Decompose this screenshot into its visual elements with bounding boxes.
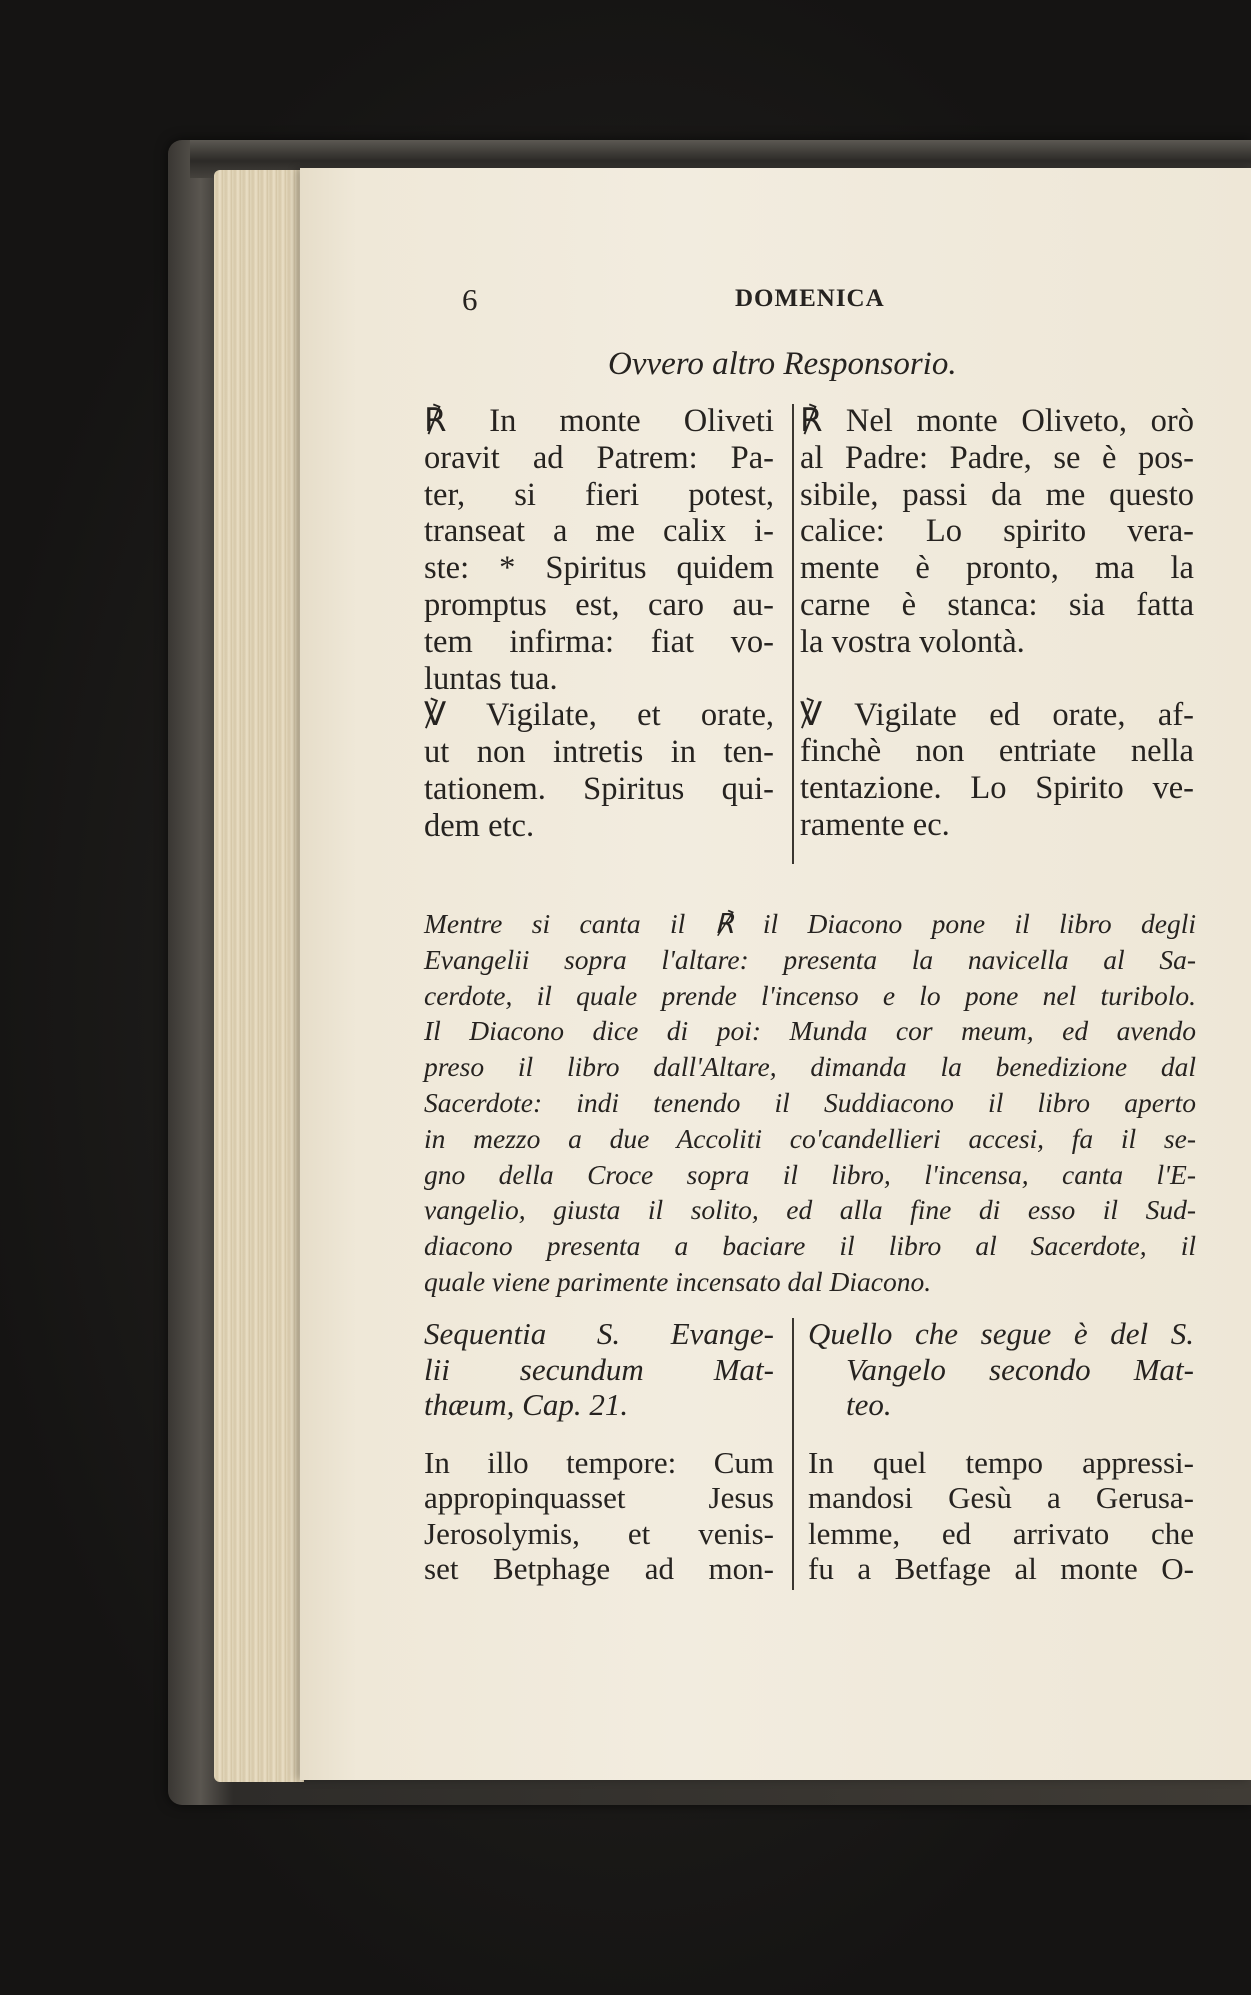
page-edges (214, 170, 304, 1782)
text-line: In quel tempo appressi- (808, 1444, 1194, 1480)
text-line: carne è stanca: sia fatta (800, 586, 1194, 623)
text-line: al Padre: Padre, se è pos- (800, 439, 1194, 476)
column-divider (792, 1318, 794, 1590)
text-line: sibile, passi da me questo (800, 476, 1194, 513)
italian-responsory (800, 403, 1194, 844)
text-line: dem etc. (424, 807, 535, 844)
gospel-title-line: teo. (846, 1387, 892, 1422)
text-line: ut non intretis in ten- (424, 734, 774, 771)
text-line: ramente ec. (800, 806, 950, 843)
text-line: fu a Betfage al monte O- (808, 1551, 1194, 1586)
text-line: ℟ Nel monte Oliveto, orò (800, 403, 1194, 439)
text-line: set Betphage ad mon- (424, 1551, 774, 1586)
gospel-title-line: Sequentia S. Evange- (424, 1316, 774, 1351)
text-line: tationem. Spiritus qui- (424, 770, 774, 807)
running-head: DOMENICA (735, 285, 885, 312)
text-line: ℣ Vigilate, et orate, (424, 697, 774, 734)
rubric-line: Il Diacono dice di poi: Munda cor meum, ed avendo (424, 1015, 1196, 1047)
page-number: 6 (462, 282, 478, 317)
text-line: In illo tempore: Cum (424, 1444, 774, 1480)
text-line: calice: Lo spirito vera- (800, 513, 1194, 550)
text-line: tem infirma: fiat vo- (424, 623, 774, 660)
text-line: Jerosolymis, et venis- (424, 1515, 774, 1551)
text-line: mandosi Gesù a Gerusa- (808, 1480, 1194, 1515)
text-line: transeat a me calix i- (424, 513, 774, 550)
rubric-line: preso il libro dall'Altare, dimanda la benedizione dal (424, 1051, 1196, 1083)
rubric-line: diacono presenta a baciare il libro al Sacerdote, il (424, 1230, 1196, 1262)
rubric-line: Mentre si canta il ℟ il Diacono pone il libro degli (424, 908, 1196, 939)
text-line: ℟ In monte Oliveti (424, 403, 774, 439)
rubric-line: Evangelii sopra l'altare: presenta la navicella al Sa- (424, 943, 1196, 975)
rubric-instructions (424, 906, 1196, 1300)
gospel-title-line: Vangelo secondo Mat- (846, 1351, 1194, 1387)
latin-responsory (424, 403, 774, 845)
text-line: finchè non entriate nella (800, 733, 1194, 770)
text-line: appropinquasset Jesus (424, 1480, 774, 1515)
gospel-title-line: thæum, Cap. 21. (424, 1387, 629, 1422)
rubric-line: quale viene parimente incensato dal Diacono. (424, 1265, 932, 1297)
text-line: luntas tua. (424, 660, 558, 697)
text-line: mente è pronto, ma la (800, 550, 1194, 587)
gospel-title-line: lii secundum Mat- (424, 1351, 774, 1387)
column-divider (792, 404, 794, 864)
rubric-line: vangelio, giusta il solito, ed alla fine di esso il Sud- (424, 1194, 1196, 1226)
rubric-line: cerdote, il quale prende l'incenso e lo pone nel turibolo. (424, 979, 1196, 1011)
text-line: oravit ad Patrem: Pa- (424, 439, 774, 476)
text-line: ter, si fieri potest, (424, 476, 774, 513)
text-line: ste: * Spiritus quidem (424, 550, 774, 587)
text-line: lemme, ed arrivato che (808, 1515, 1194, 1551)
italian-gospel (808, 1316, 1194, 1587)
gospel-title-line: Quello che segue è del S. (808, 1316, 1194, 1351)
rubric-line: gno della Croce sopra il libro, l'incensa, canta l'E- (424, 1158, 1196, 1190)
rubric-line: Sacerdote: indi tenendo il Suddiacono il libro aperto (424, 1086, 1196, 1118)
text-line: ℣ Vigilate ed orate, af- (800, 696, 1194, 733)
latin-gospel (424, 1316, 774, 1587)
rubric-line: in mezzo a due Accoliti co'candellieri accesi, fa il se- (424, 1122, 1196, 1154)
text-line: tentazione. Lo Spirito ve- (800, 770, 1194, 807)
text-line: la vostra volontà. (800, 623, 1025, 660)
section-subheading: Ovvero altro Responsorio. (608, 346, 957, 382)
text-line: promptus est, caro au- (424, 586, 774, 623)
